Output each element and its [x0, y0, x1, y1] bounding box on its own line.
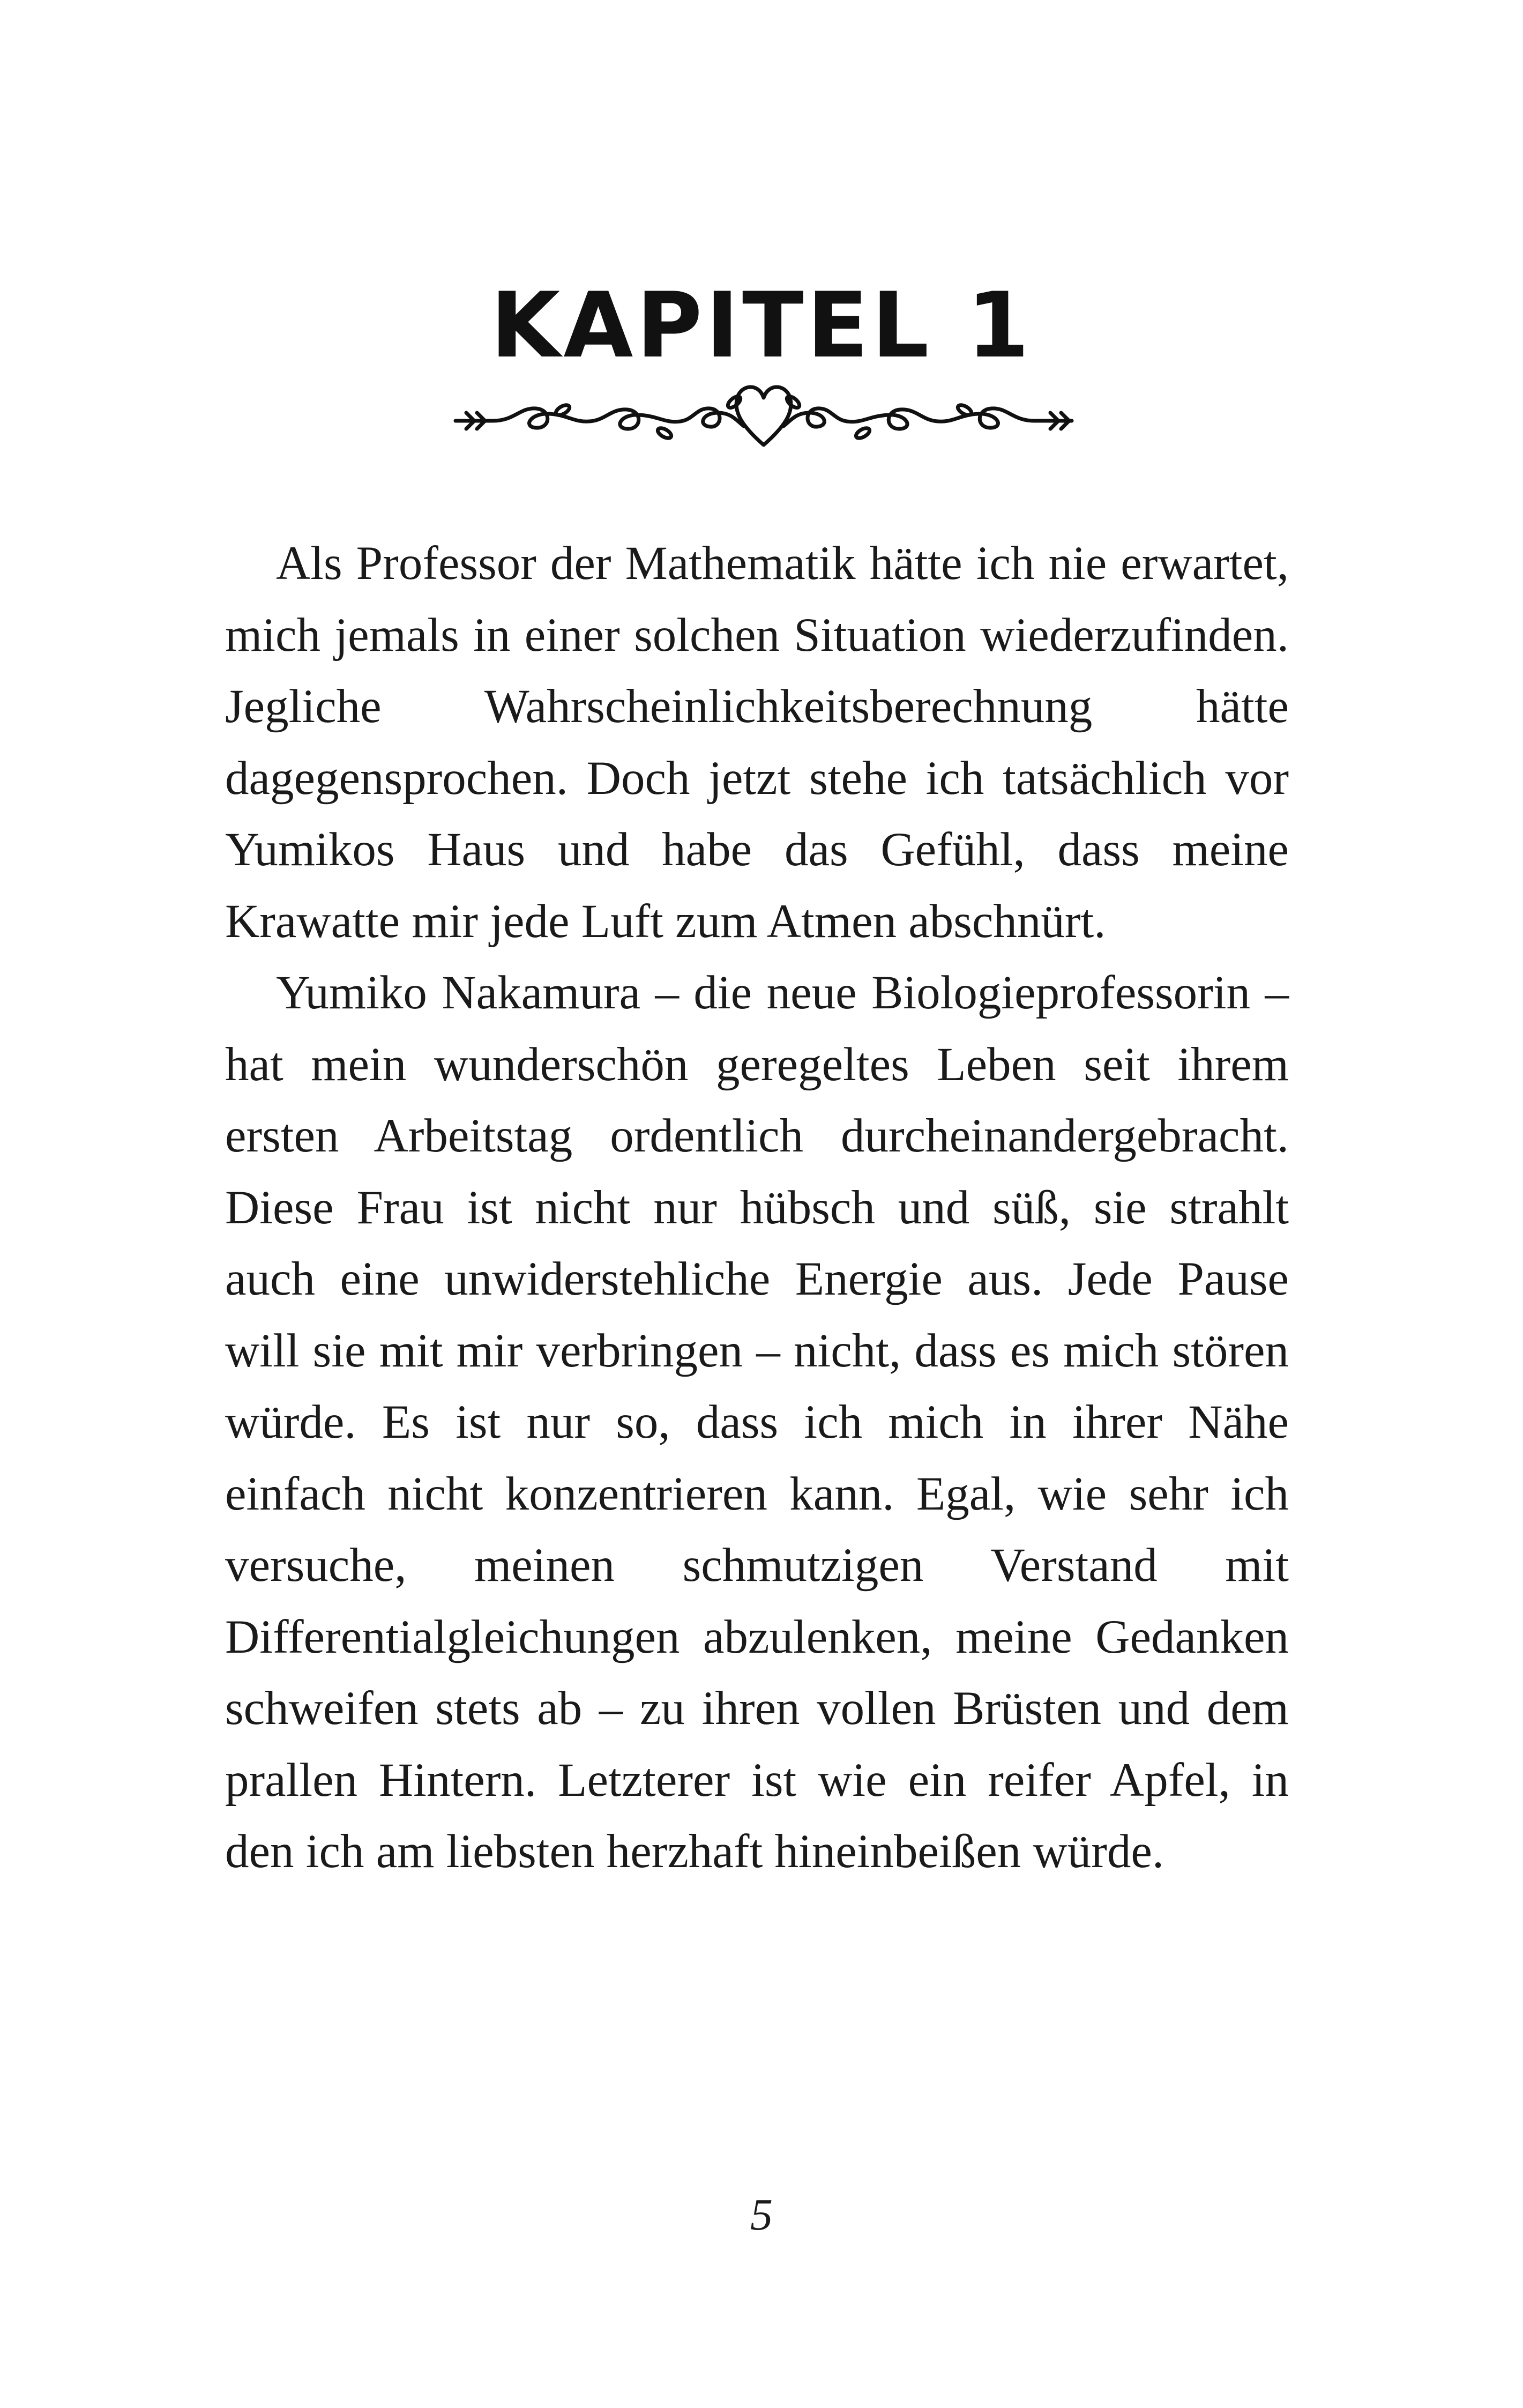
chapter-title: KAPITEL 1: [490, 272, 1033, 378]
paragraph: Yumiko Nakamura – die neue Biologieprofessorin – hat mein wunderschön geregeltes Leben seit ihrem ersten Arbeitstag ordentlich durcheinandergebracht. Diese Frau ist nicht nur hübsch und süß, sie strahlt auch eine unwiderstehliche Energie aus. Jede Pause will sie mit mir verbringen – nicht, dass es mich stören würde. Es ist nur so, dass ich mich in ihrer Nähe einfach nicht konzentrieren kann. Egal, wie sehr ich versuche, meinen schmutzigen Verstand mit Differentialgleichungen abzulenken, meine Gedanken schweifen stets ab – zu ihren vollen Brüsten und dem prallen Hintern. Letzterer ist wie ein reifer Apfel, in den ich am liebsten herzhaft hineinbeißen würde.: [225, 967, 1289, 1878]
chapter-body: [225, 528, 1289, 1888]
heart-vine-divider-icon: [450, 370, 1077, 456]
page-number: 5: [750, 2190, 773, 2240]
paragraph: Als Professor der Mathematik hätte ich nie erwartet, mich jemals in einer solchen Situation wiederzufinden. Jegliche Wahrscheinlichkeitsberechnung hätte dagegensprochen. Doch jetzt stehe ich tatsächlich vor Yumikos Haus und habe das Gefühl, dass meine Krawatte mir jede Luft zum Atmen abschnürt.: [225, 537, 1289, 948]
